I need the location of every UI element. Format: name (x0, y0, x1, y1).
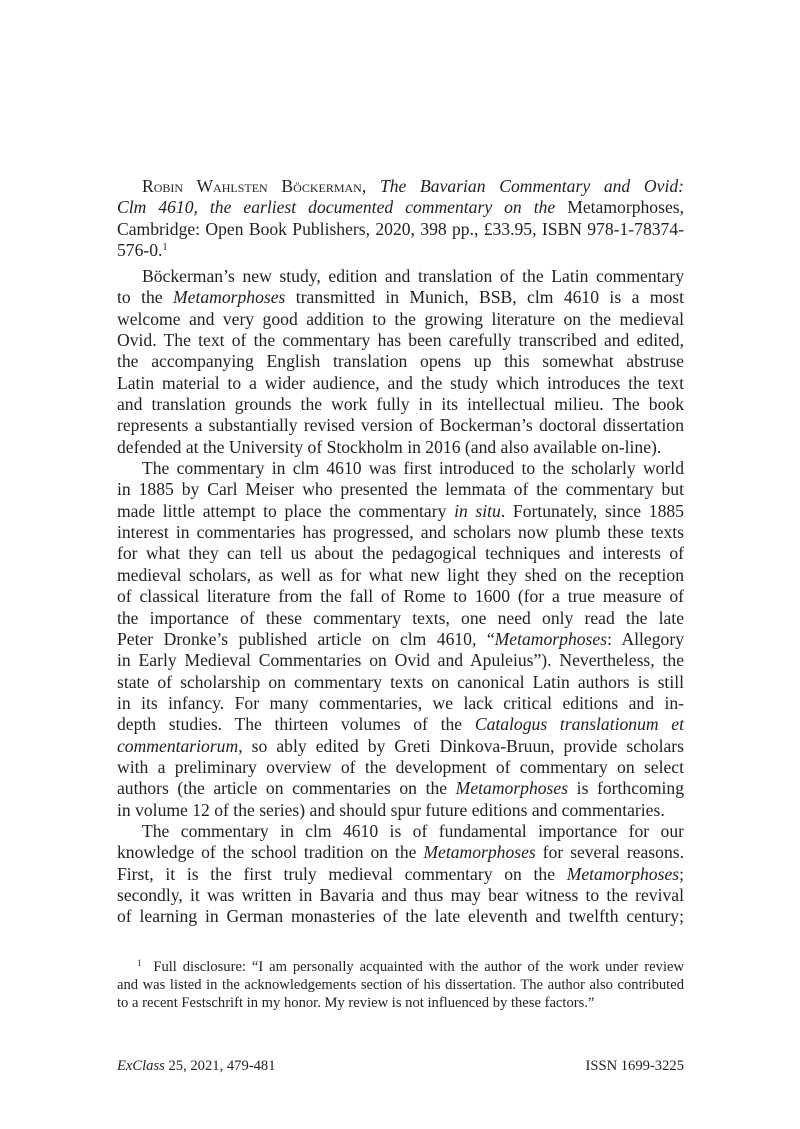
p2-line: in its infancy. For many commentaries, we lack critical editions and in- (117, 692, 684, 713)
header-line-4: 576-0.$^1$ (117, 240, 168, 261)
p2-line: interest in commentaries has progressed, and scholars now plumb these texts (117, 522, 684, 543)
footnote (117, 958, 684, 1013)
footnote-ref[interactable]: 1 (162, 242, 168, 254)
p2-line: in volume 12 of the series) and should spur future editions and commentaries. (117, 799, 665, 820)
header-line-1: Robin Wahlsten Böckerman, The Bavarian Commentary and Ovid: (142, 176, 684, 196)
book-title: The Bavarian Commentary and Ovid: (379, 176, 684, 196)
review-body (117, 266, 684, 928)
p1-line: the accompanying English translation opens up this somewhat abstruse (117, 351, 684, 372)
p1-line: Böckerman’s new study, edition and translation of the Latin commentary (142, 266, 684, 286)
footnote-number: 1 (137, 958, 142, 968)
p2-line: of classical literature from the fall of Rome to 1600 (for a true measure of (117, 586, 684, 607)
review-header (117, 176, 684, 261)
p1-line: represents a substantially revised version of Bockerman’s doctoral dissertation (117, 415, 684, 436)
p2-line: The commentary in clm 4610 was first introduced to the scholarly world (142, 458, 684, 479)
p2-line: Peter Dronke’s published article on clm 4610, “Metamorphoses: Allegory (117, 628, 684, 649)
header-line-3: Cambridge: Open Book Publishers, 2020, 398 pp., £33.95, ISBN 978-1-78374- (117, 218, 684, 239)
p2-line: with a preliminary overview of the development of commentary on select (117, 756, 684, 777)
footnote-line: and was listed in the acknowledgements section of his dissertation. The author also contributed (117, 977, 684, 994)
p2-line: in Early Medieval Commentaries on Ovid and Apuleius”). Nevertheless, the (117, 650, 684, 671)
p3-line: First, it is the first truly medieval commentary on the Metamorphoses; (117, 863, 684, 884)
p3-line: The commentary in clm 4610 is of fundamental importance for our (142, 820, 684, 841)
p2-line: the importance of these commentary texts, one need only read the late (117, 607, 684, 628)
p1-line: welcome and very good addition to the growing literature on the medieval (117, 308, 684, 329)
p1-line: defended at the University of Stockholm in 2016 (and also available on-line). (117, 436, 662, 457)
page-footer (117, 1058, 684, 1075)
p1-line: Latin material to a wider audience, and the study which introduces the text (117, 372, 684, 393)
p2-line: made little attempt to place the commentary in situ. Fortunately, since 1885 (117, 500, 684, 521)
p2-line: authors (the article on commentaries on the Metamorphoses is forthcoming (117, 778, 684, 799)
issn: ISSN 1699-3225 (585, 1058, 684, 1074)
p1-line: and translation grounds the work fully in its intellectual milieu. The book (117, 394, 684, 415)
header-line-2: Clm 4610, the earliest documented commentary on the Metamorphoses, (117, 197, 684, 218)
p2-line: depth studies. The thirteen volumes of the Catalogus translationum et (117, 714, 685, 735)
p2-line: for what they can tell us about the pedagogical techniques and interests of (117, 543, 684, 564)
footnote-line: $^1$ Full disclosure: “I am personally acquainted with the author of the work under review (137, 958, 685, 975)
p2-line: medieval scholars, as well as for what new light they shed on the reception (117, 564, 684, 585)
p3-line: of learning in German monasteries of the late eleventh and twelfth century; (117, 906, 684, 927)
p2-line: commentariorum, so ably edited by Greti Dinkova-Bruun, provide scholars (117, 735, 684, 756)
author-name: Robin Wahlsten Böckerman (142, 176, 362, 196)
p1-line: to the Metamorphoses transmitted in Munich, BSB, clm 4610 is a most (117, 287, 684, 308)
journal-citation: ExClass 25, 2021, 479-481 (117, 1058, 276, 1074)
p2-line: state of scholarship on commentary texts on canonical Latin authors is still (117, 671, 684, 692)
footnote-line: to a recent Festschrift in my honor. My review is not influenced by these factors.” (117, 995, 595, 1012)
p2-line: in 1885 by Carl Meiser who presented the lemmata of the commentary but (117, 479, 684, 500)
p3-line: knowledge of the school tradition on the Metamorphoses for several reasons. (117, 842, 684, 863)
p1-line: Ovid. The text of the commentary has been carefully transcribed and edited, (117, 330, 684, 351)
p3-line: secondly, it was written in Bavaria and thus may bear witness to the revival (117, 884, 684, 905)
